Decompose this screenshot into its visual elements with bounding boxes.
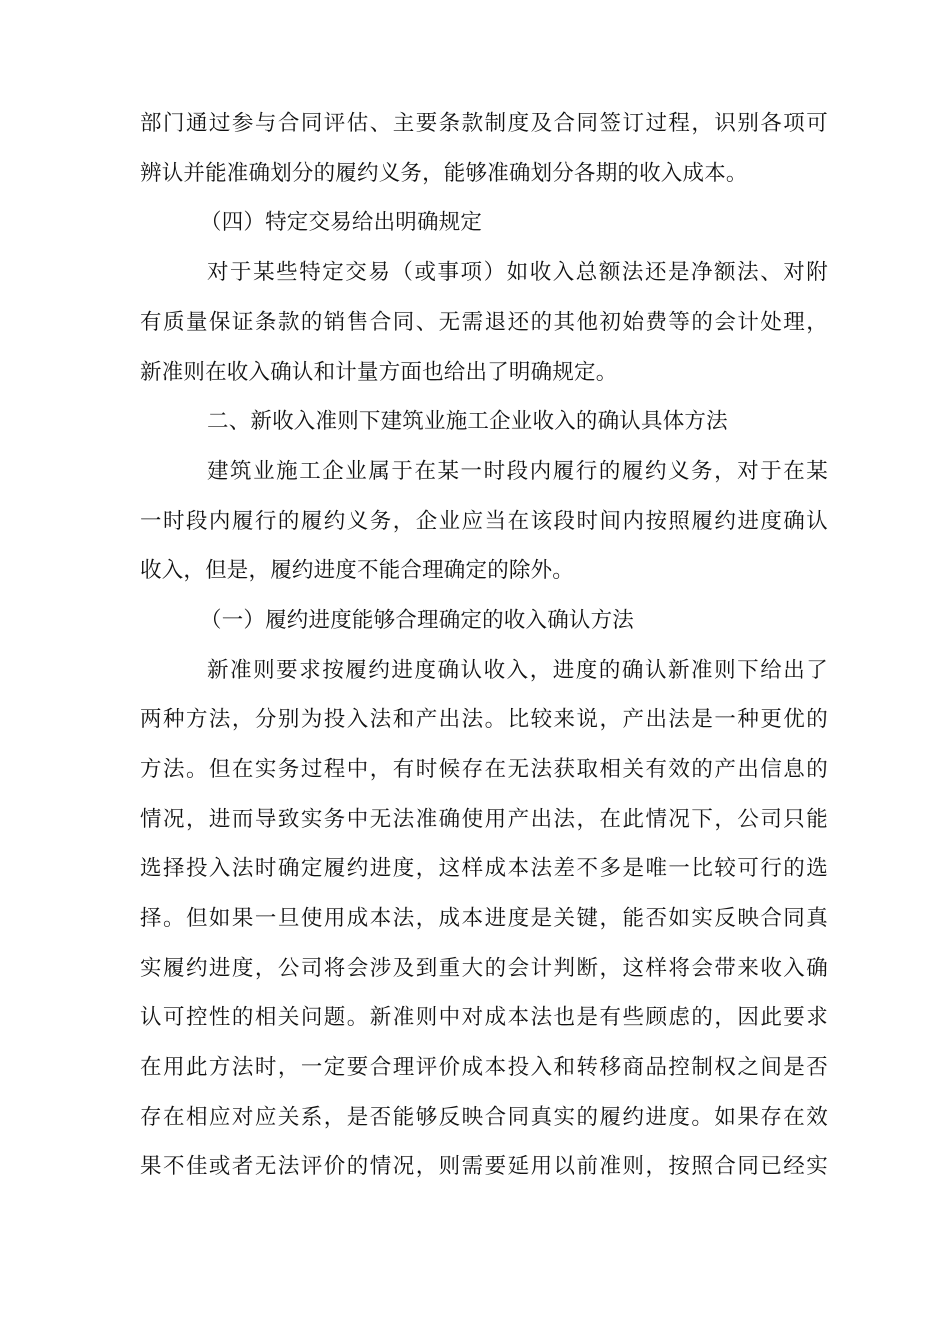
body-text-line: 新准则在收入确认和计量方面也给出了明确规定。: [140, 360, 618, 385]
body-text-line: 有质量保证条款的销售合同、无需退还的其他初始费等的会计处理，: [140, 310, 828, 335]
body-text-line: 实履约进度，公司将会涉及到重大的会计判断，这样将会带来收入确: [140, 956, 828, 981]
body-text-line: 两种方法，分别为投入法和产出法。比较来说，产出法是一种更优的: [140, 707, 828, 732]
body-text-line: 选择投入法时确定履约进度，这样成本法差不多是唯一比较可行的选: [140, 856, 828, 881]
body-text-line: 果不佳或者无法评价的情况，则需要延用以前准则，按照合同已经实: [140, 1154, 828, 1179]
body-text-line: 部门通过参与合同评估、主要条款制度及合同签订过程，识别各项可: [140, 111, 828, 136]
body-text-line: 认可控性的相关问题。新准则中对成本法也是有些顾虑的，因此要求: [140, 1005, 828, 1030]
section-heading: （一）履约进度能够合理确定的收入确认方法: [200, 608, 635, 633]
body-text-line: 收入，但是，履约进度不能合理确定的除外。: [140, 558, 575, 583]
body-text-line: 方法。但在实务过程中，有时候存在无法获取相关有效的产出信息的: [140, 757, 828, 782]
body-text-line: 在用此方法时，一定要合理评价成本投入和转移商品控制权之间是否: [140, 1055, 828, 1080]
body-text-line: 情况，进而导致实务中无法准确使用产出法，在此情况下，公司只能: [140, 807, 828, 832]
body-text-line: 择。但如果一旦使用成本法，成本进度是关键，能否如实反映合同真: [140, 906, 828, 931]
body-text-line: 辨认并能准确划分的履约义务，能够准确划分各期的收入成本。: [140, 161, 748, 186]
body-text-line: 对于某些特定交易（或事项）如收入总额法还是净额法、对附: [207, 260, 828, 285]
body-text-line: 存在相应对应关系，是否能够反映合同真实的履约进度。如果存在效: [140, 1105, 828, 1130]
section-heading: 二、新收入准则下建筑业施工企业收入的确认具体方法: [207, 409, 728, 434]
body-text-line: 新准则要求按履约进度确认收入，进度的确认新准则下给出了: [207, 658, 828, 683]
section-heading: （四）特定交易给出明确规定: [200, 210, 483, 235]
body-text-line: 一时段内履行的履约义务，企业应当在该段时间内按照履约进度确认: [140, 509, 828, 534]
body-text-line: 建筑业施工企业属于在某一时段内履行的履约义务，对于在某: [207, 459, 828, 484]
